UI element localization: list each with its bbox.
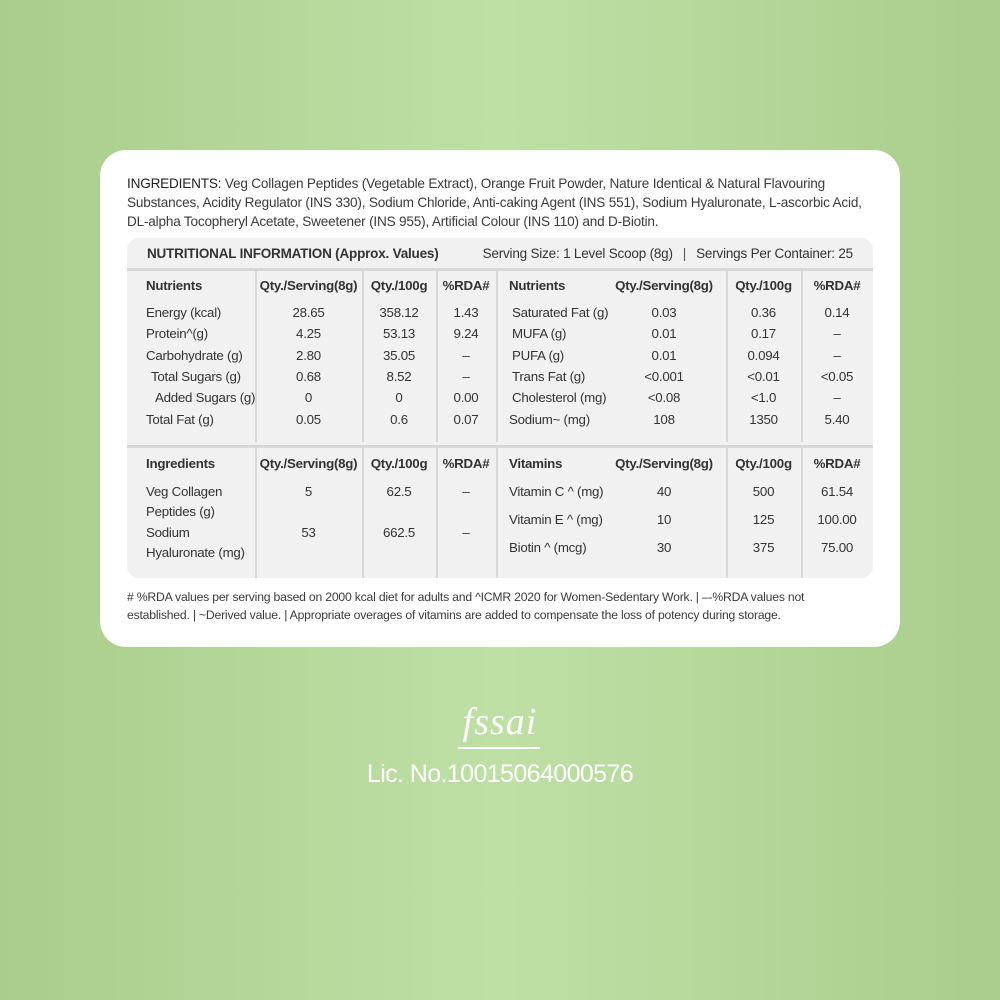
servings-per-container: Servings Per Container: 25 [696, 245, 853, 261]
ingredients-label: INGREDIENTS: [127, 176, 222, 191]
nutrient-value: – [462, 347, 470, 363]
nutrient-value: 0.17 [751, 326, 776, 342]
column-header: %RDA# [813, 456, 861, 471]
panel-header [127, 238, 873, 271]
nutrient-value: <1.0 [750, 390, 777, 406]
nutrient-value: 1.43 [453, 305, 479, 320]
column-header: Qty./Serving(8g) [259, 456, 358, 471]
nutrient-value: <0.001 [644, 368, 684, 384]
nutrient-value: 0.14 [824, 305, 850, 320]
ingredients-text [127, 174, 873, 231]
column-header: Qty./Serving(8g) [259, 278, 358, 293]
vitamin-value: 61.54 [820, 484, 854, 499]
vitamin-value: 500 [752, 484, 775, 499]
ingredient-value: – [462, 484, 470, 499]
nutrient-value: <0.05 [820, 368, 854, 384]
nutrient-value: 0.6 [390, 411, 408, 427]
footnote-line-2: established. | ~Derived value. | Appropriate overages of vitamins are added to compensate the loss of potency during storage. [127, 608, 781, 622]
nutrient-value: 0 [395, 390, 403, 406]
nutrient-name: Added Sugars (g) [155, 390, 256, 406]
ingredient-value: 5 [304, 484, 313, 499]
column-header: Qty./100g [735, 456, 792, 471]
nutrient-value: 0.01 [651, 326, 677, 342]
ingredient-value: – [462, 525, 470, 540]
nutrient-value: 0.03 [651, 305, 677, 320]
nutrient-value: 0.07 [453, 411, 479, 427]
nutrients-section [127, 271, 873, 442]
column-header: Ingredients [146, 456, 215, 471]
column-header: Vitamins [509, 456, 563, 471]
license-number: Lic. No.10015064000576 [366, 760, 634, 788]
nutrient-value: 0 [304, 390, 313, 406]
nutrient-name: PUFA (g) [512, 347, 564, 363]
nutrient-value: <0.08 [647, 390, 681, 406]
nutrient-value: 0.05 [296, 411, 321, 427]
nutrient-value: 1350 [749, 411, 778, 427]
vitamin-value: 75.00 [820, 540, 854, 555]
nutrient-value: – [833, 326, 841, 342]
vitamin-value: 40 [656, 484, 672, 499]
column-header: Nutrients [146, 278, 203, 293]
column-header: Qty./100g [370, 278, 428, 293]
ingredient-value: 662.5 [382, 525, 416, 540]
nutrient-name: Trans Fat (g) [512, 368, 586, 384]
nutrient-name: Protein^(g) [146, 326, 208, 342]
nutrient-value: 0.68 [296, 368, 321, 384]
nutrient-value: – [833, 347, 841, 363]
vitamin-value: 30 [656, 540, 672, 555]
nutrient-value: 358.12 [379, 305, 419, 320]
nutrient-value: 0.00 [453, 390, 479, 406]
column-header: %RDA# [442, 278, 490, 293]
ingredients-vitamins-section [127, 445, 873, 578]
column-header: Qty./Serving(8g) [615, 456, 713, 471]
vitamin-value: 10 [656, 512, 672, 527]
nutrient-value: 8.52 [386, 368, 412, 384]
nutrient-value: 2.80 [296, 347, 321, 363]
fssai-underline [458, 747, 540, 749]
column-header: Qty./100g [370, 456, 428, 471]
nutrient-name: MUFA (g) [512, 326, 567, 342]
vitamin-name: Vitamin C ^ (mg) [509, 484, 604, 499]
nutrient-value: 9.24 [453, 326, 479, 342]
nutrient-value: 28.65 [292, 305, 325, 320]
serving-info [483, 246, 853, 261]
nutrient-value: 35.05 [382, 347, 416, 363]
nutrient-value: 5.40 [824, 411, 850, 427]
fssai-logo: fssai [462, 701, 538, 743]
ingredient-value: 62.5 [386, 484, 412, 499]
nutrient-name: Sodium~ (mg) [509, 411, 590, 427]
nutrient-value: – [833, 390, 841, 406]
column-divider [496, 271, 498, 442]
nutrient-value: 0.01 [651, 347, 677, 363]
nutrient-value: 108 [653, 411, 675, 427]
ingredient-name: Peptides (g) [146, 504, 215, 519]
footnote [127, 588, 873, 624]
ingredients-list: Veg Collagen Peptides (Vegetable Extract), Orange Fruit Powder, Nature Identical & Natural Flavouring Substances, Acidity Regulator (INS 330), Sodium Chloride, Anti-caking Agent (INS 551), Sodium Hyaluronate, L-ascorbic Acid, DL-alpha Tocopheryl Acetate, Sweetener (INS 955), Artificial Colour (INS 110) and D-Biotin. [127, 176, 862, 229]
serving-separator: | [682, 245, 687, 261]
vitamin-value: 100.00 [817, 512, 857, 527]
ingredient-name: Sodium [146, 525, 190, 540]
column-header: Nutrients [509, 278, 566, 293]
nutrient-name: Energy (kcal) [146, 305, 222, 320]
nutrient-value: 0.094 [747, 347, 780, 363]
ingredient-name: Veg Collagen [146, 484, 223, 499]
column-header: %RDA# [442, 456, 490, 471]
nutrient-name: Total Sugars (g) [151, 368, 241, 384]
nutrient-value: <0.01 [747, 368, 780, 384]
nutrient-value: – [462, 368, 470, 384]
nutrient-name: Saturated Fat (g) [512, 305, 609, 320]
nutrient-value: 53.13 [382, 326, 416, 342]
column-header: Qty./100g [735, 278, 792, 293]
nutrient-name: Carbohydrate (g) [146, 347, 243, 363]
nutrient-name: Cholesterol (mg) [512, 390, 607, 406]
column-header: Qty./Serving(8g) [615, 278, 713, 293]
ingredient-name: Hyaluronate (mg) [146, 545, 245, 560]
vitamin-value: 125 [752, 512, 775, 527]
column-divider [496, 448, 498, 578]
nutrient-value: 4.25 [296, 326, 321, 342]
footnote-line-1: # %RDA values per serving based on 2000 kcal diet for adults and ^ICMR 2020 for Women-Sedentary Work. | –-%RDA values not [127, 590, 805, 604]
nutrition-card [100, 150, 900, 647]
vitamin-name: Biotin ^ (mcg) [509, 540, 587, 555]
vitamin-name: Vitamin E ^ (mg) [509, 512, 603, 527]
nutrition-panel [127, 238, 873, 578]
panel-title: NUTRITIONAL INFORMATION (Approx. Values) [147, 245, 439, 261]
serving-size: Serving Size: 1 Level Scoop (8g) [482, 245, 673, 261]
vitamin-value: 375 [752, 540, 775, 555]
ingredient-value: 53 [301, 525, 316, 540]
column-header: %RDA# [813, 278, 861, 293]
nutrient-name: Total Fat (g) [146, 411, 214, 427]
nutrient-value: 0.36 [751, 305, 776, 320]
